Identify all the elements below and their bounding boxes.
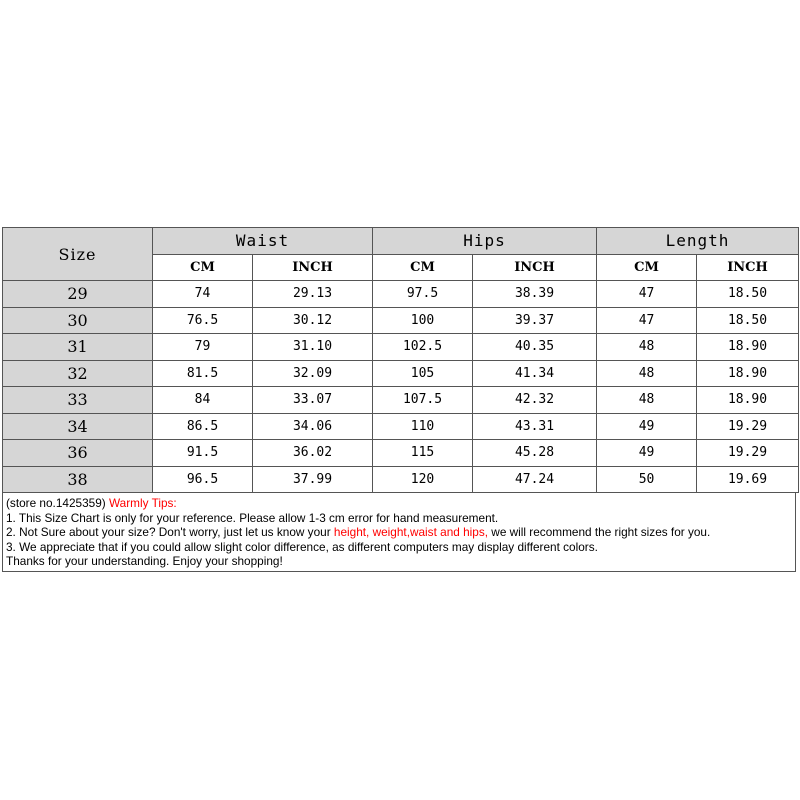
tip-line-2-start: 2. Not Sure about your size? Don't worry, just let us know your bbox=[6, 525, 334, 540]
measurement-cell: 81.5 bbox=[153, 360, 253, 387]
table-row bbox=[3, 466, 799, 493]
measurement-cell: 19.69 bbox=[697, 466, 799, 493]
table-row bbox=[3, 440, 799, 467]
tips-heading bbox=[6, 496, 795, 511]
measurement-cell: 19.29 bbox=[697, 413, 799, 440]
table-body bbox=[3, 281, 799, 493]
length-header: Length bbox=[597, 228, 799, 255]
measurement-cell: 31.10 bbox=[253, 334, 373, 361]
tip-line-2-end: we will recommend the right sizes for you. bbox=[488, 525, 711, 540]
measurement-cell: 79 bbox=[153, 334, 253, 361]
measurement-cell: 41.34 bbox=[473, 360, 597, 387]
measurement-cell: 40.35 bbox=[473, 334, 597, 361]
measurement-cell: 76.5 bbox=[153, 307, 253, 334]
size-chart bbox=[2, 227, 798, 572]
measurement-cell: 49 bbox=[597, 413, 697, 440]
measurement-cell: 19.29 bbox=[697, 440, 799, 467]
measurement-cell: 97.5 bbox=[373, 281, 473, 308]
measurement-cell: 30.12 bbox=[253, 307, 373, 334]
waist-header: Waist bbox=[153, 228, 373, 255]
table-row bbox=[3, 387, 799, 414]
measurement-cell: 74 bbox=[153, 281, 253, 308]
measurement-cell: 105 bbox=[373, 360, 473, 387]
table-row bbox=[3, 360, 799, 387]
measurement-cell: 86.5 bbox=[153, 413, 253, 440]
measurement-cell: 47.24 bbox=[473, 466, 597, 493]
size-cell: 32 bbox=[3, 360, 153, 387]
measurement-cell: 102.5 bbox=[373, 334, 473, 361]
measurement-cell: 45.28 bbox=[473, 440, 597, 467]
measurement-cell: 120 bbox=[373, 466, 473, 493]
size-cell: 38 bbox=[3, 466, 153, 493]
tip-line-3: 3. We appreciate that if you could allow slight color difference, as different computers may display different colors. bbox=[6, 539, 598, 554]
measurement-cell: 48 bbox=[597, 387, 697, 414]
measurement-cell: 49 bbox=[597, 440, 697, 467]
measurement-cell: 107.5 bbox=[373, 387, 473, 414]
size-cell: 30 bbox=[3, 307, 153, 334]
measurement-cell: 42.32 bbox=[473, 387, 597, 414]
size-header: Size bbox=[3, 228, 153, 281]
measurement-cell: 38.39 bbox=[473, 281, 597, 308]
measurement-cell: 96.5 bbox=[153, 466, 253, 493]
tips-label: Warmly Tips: bbox=[108, 496, 177, 510]
table-row bbox=[3, 281, 799, 308]
table-row bbox=[3, 413, 799, 440]
table-row bbox=[3, 307, 799, 334]
tip-line-2-highlight: height, weight,waist and hips, bbox=[333, 525, 489, 540]
measurement-cell: 47 bbox=[597, 307, 697, 334]
unit-header: CM bbox=[597, 254, 697, 281]
measurement-cell: 36.02 bbox=[253, 440, 373, 467]
measurement-cell: 84 bbox=[153, 387, 253, 414]
measurement-cell: 39.37 bbox=[473, 307, 597, 334]
measurement-cell: 115 bbox=[373, 440, 473, 467]
tip-line-1: 1. This Size Chart is only for your reference. Please allow 1-3 cm error for hand measurement. bbox=[6, 510, 499, 525]
hips-header: Hips bbox=[373, 228, 597, 255]
measurement-cell: 18.50 bbox=[697, 281, 799, 308]
store-number: (store no.1425359) bbox=[6, 496, 109, 510]
measurement-cell: 29.13 bbox=[253, 281, 373, 308]
header-row-groups bbox=[3, 228, 799, 255]
tip-line-2 bbox=[6, 525, 795, 540]
size-cell: 34 bbox=[3, 413, 153, 440]
measurement-cell: 18.90 bbox=[697, 334, 799, 361]
measurement-cell: 47 bbox=[597, 281, 697, 308]
unit-header: CM bbox=[153, 254, 253, 281]
measurement-cell: 43.31 bbox=[473, 413, 597, 440]
unit-header: INCH bbox=[697, 254, 799, 281]
size-table bbox=[2, 227, 799, 493]
measurement-cell: 34.06 bbox=[253, 413, 373, 440]
measurement-cell: 48 bbox=[597, 334, 697, 361]
measurement-cell: 18.50 bbox=[697, 307, 799, 334]
table-row bbox=[3, 334, 799, 361]
size-cell: 33 bbox=[3, 387, 153, 414]
measurement-cell: 37.99 bbox=[253, 466, 373, 493]
unit-header: INCH bbox=[473, 254, 597, 281]
tips-box bbox=[2, 493, 796, 572]
unit-header: INCH bbox=[253, 254, 373, 281]
size-cell: 36 bbox=[3, 440, 153, 467]
size-cell: 31 bbox=[3, 334, 153, 361]
size-cell: 29 bbox=[3, 281, 153, 308]
measurement-cell: 50 bbox=[597, 466, 697, 493]
measurement-cell: 18.90 bbox=[697, 360, 799, 387]
measurement-cell: 91.5 bbox=[153, 440, 253, 467]
measurement-cell: 32.09 bbox=[253, 360, 373, 387]
unit-header: CM bbox=[373, 254, 473, 281]
measurement-cell: 33.07 bbox=[253, 387, 373, 414]
measurement-cell: 48 bbox=[597, 360, 697, 387]
measurement-cell: 18.90 bbox=[697, 387, 799, 414]
tip-line-4: Thanks for your understanding. Enjoy your shopping! bbox=[6, 554, 283, 569]
measurement-cell: 110 bbox=[373, 413, 473, 440]
measurement-cell: 100 bbox=[373, 307, 473, 334]
